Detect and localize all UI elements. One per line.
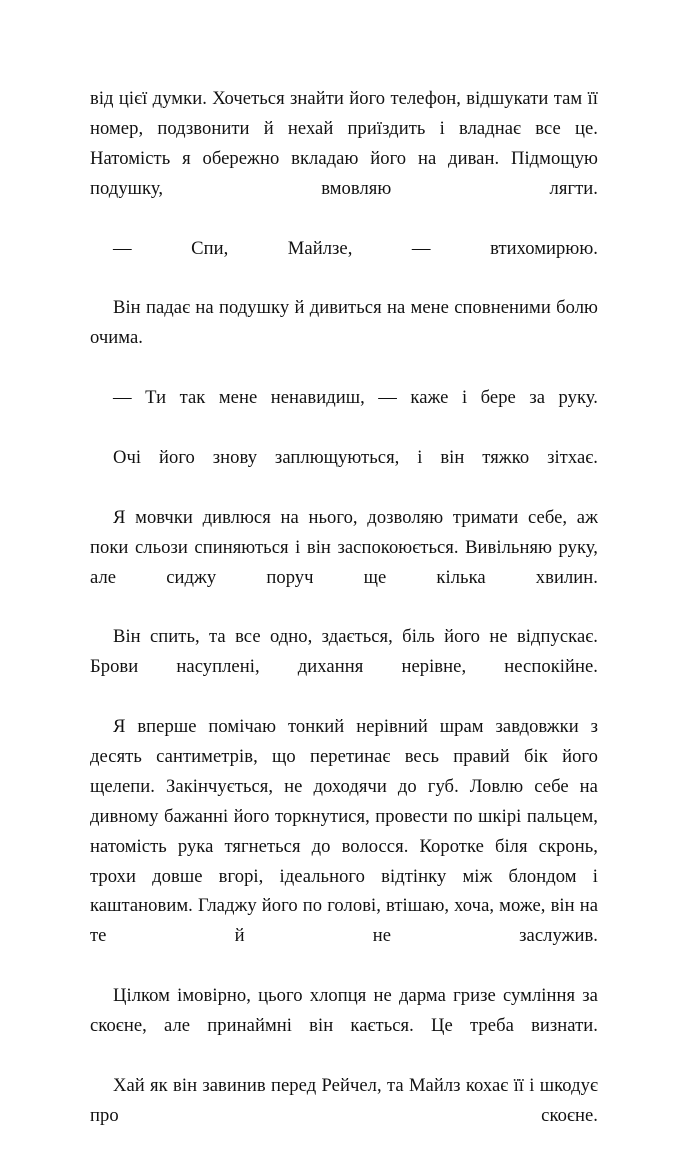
paragraph: Цілком імовірно, цього хлопця не дарма гризе сумління за скоєне, але принаймні він кається. Це треба визнати. [90, 985, 598, 1037]
paragraph-dialogue: — Ти так мене ненавидиш, — каже і бере за руку. [113, 387, 598, 409]
paragraph: Очі його знову заплющуються, і він тяжко зітхає. [113, 446, 598, 468]
paragraph: Хай як він завинив перед Рейчел, та Майлз кохає її і шкодує про скоєне. [90, 1074, 598, 1126]
paragraph-dialogue: — Спи, Майлзе, — втихомирюю. [113, 237, 598, 259]
body-text-column [90, 84, 598, 1161]
paragraph: Я мовчки дивлюся на нього, дозволяю тримати себе, аж поки сльози спиняються і він заспокоюється. Вивільняю руку, але сиджу поруч ще кілька хвилин. [90, 506, 598, 588]
paragraph: від цієї думки. Хочеться знайти його телефон, відшукати там її номер, подзвонити й нехай приїздить і владнає все це. Натомість я обережно вкладаю його на диван. Підмощую подушку, вмовляю лягти. [90, 88, 598, 199]
paragraph: Він падає на подушку й дивиться на мене сповненими болю очима. [90, 297, 598, 349]
paragraph: Я вперше помічаю тонкий нерівний шрам завдовжки з десять сантиметрів, що перетинає весь правий бік його щелепи. Закінчується, не доходячи до губ. Ловлю себе на дивному бажанні його торкнутися, провести по шкірі пальцем, натомість рука тягнеться до волосся. Коротке біля скронь, трохи довше вгорі, ідеального відтінку між блондом і каштановим. Гладжу його по голові, втішаю, хоча, може, він на те й не заслужив. [90, 716, 598, 947]
paragraph: Він спить, та все одно, здається, біль його не відпускає. Брови насуплені, дихання нерівне, неспокійне. [90, 626, 598, 678]
